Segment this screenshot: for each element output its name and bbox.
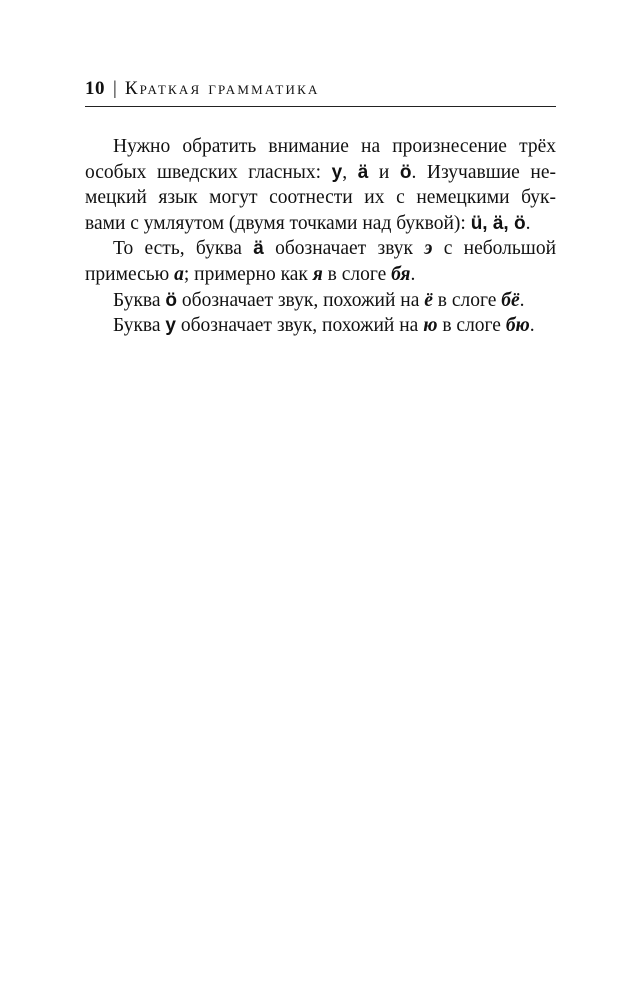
text-fragment: с небольшой (443, 238, 556, 260)
russian-sound: э (424, 238, 433, 260)
text-fragment: в слоге (442, 315, 501, 337)
text-fragment: и (378, 161, 390, 183)
german-umlaut-list: ü, ä, ö (470, 212, 526, 234)
text-fragment: . (529, 315, 535, 337)
swedish-letter-a-umlaut: ä (253, 238, 264, 260)
paragraph-1 (85, 134, 556, 236)
page-body (85, 134, 556, 339)
swedish-letter-o-umlaut: ö (399, 161, 412, 183)
paragraph-1-line-1: Нужно обратить внимание на произнесение трёх (113, 136, 556, 157)
section-title: Краткая грамматика (124, 78, 320, 99)
text-fragment: Буква (113, 315, 161, 337)
russian-sound: я (312, 263, 323, 285)
text-fragment: . (410, 263, 416, 285)
swedish-letter-a-umlaut: ä (357, 161, 369, 183)
example-syllable: бё (501, 289, 520, 311)
text-fragment: . (525, 212, 531, 234)
swedish-letter-o-umlaut: ö (165, 289, 178, 311)
paragraph-1-line-4 (85, 211, 556, 237)
paragraph-2 (85, 236, 556, 287)
paragraph-2-line-2 (85, 262, 556, 288)
header-rule (85, 106, 556, 107)
text-fragment: примесью (85, 263, 170, 285)
text-fragment: То есть, буква (113, 238, 242, 260)
text-fragment: в слоге (437, 289, 497, 311)
text-fragment: Буква (113, 289, 161, 311)
page-number: 10 (85, 78, 105, 99)
example-syllable: бя (391, 263, 411, 285)
header-separator: | (113, 78, 117, 99)
text-fragment: ; примерно как (183, 263, 308, 285)
text-fragment: в слоге (327, 263, 387, 285)
text-fragment: вами с умляутом (двумя точками над буквой): (85, 212, 466, 234)
paragraph-4 (85, 313, 556, 339)
russian-sound: ю (423, 315, 438, 337)
russian-sound: ё (424, 289, 433, 311)
example-syllable: бю (505, 315, 530, 337)
text-fragment: обозначает звук (275, 238, 413, 260)
text-fragment: , (342, 161, 348, 183)
running-header (85, 76, 556, 102)
paragraph-3-line-1 (85, 288, 556, 314)
paragraph-3 (85, 288, 556, 314)
paragraph-1-line-2 (85, 160, 556, 186)
text-fragment: обозначает звук, похожий на (181, 289, 420, 311)
text-fragment: . Изучавшие не- (411, 161, 556, 183)
text-fragment: . (519, 289, 525, 311)
text-fragment: обозначает звук, похожий на (180, 315, 419, 337)
paragraph-4-line-1 (85, 313, 556, 339)
paragraph-2-line-1 (85, 236, 556, 262)
paragraph-1-line-3: мецкий язык могут соотнести их с немецкими бук- (85, 187, 556, 209)
russian-sound: а (174, 263, 184, 285)
text-fragment: особых шведских гласных: (85, 161, 322, 183)
swedish-letter-y: y (331, 161, 343, 183)
swedish-letter-y: y (165, 315, 176, 337)
